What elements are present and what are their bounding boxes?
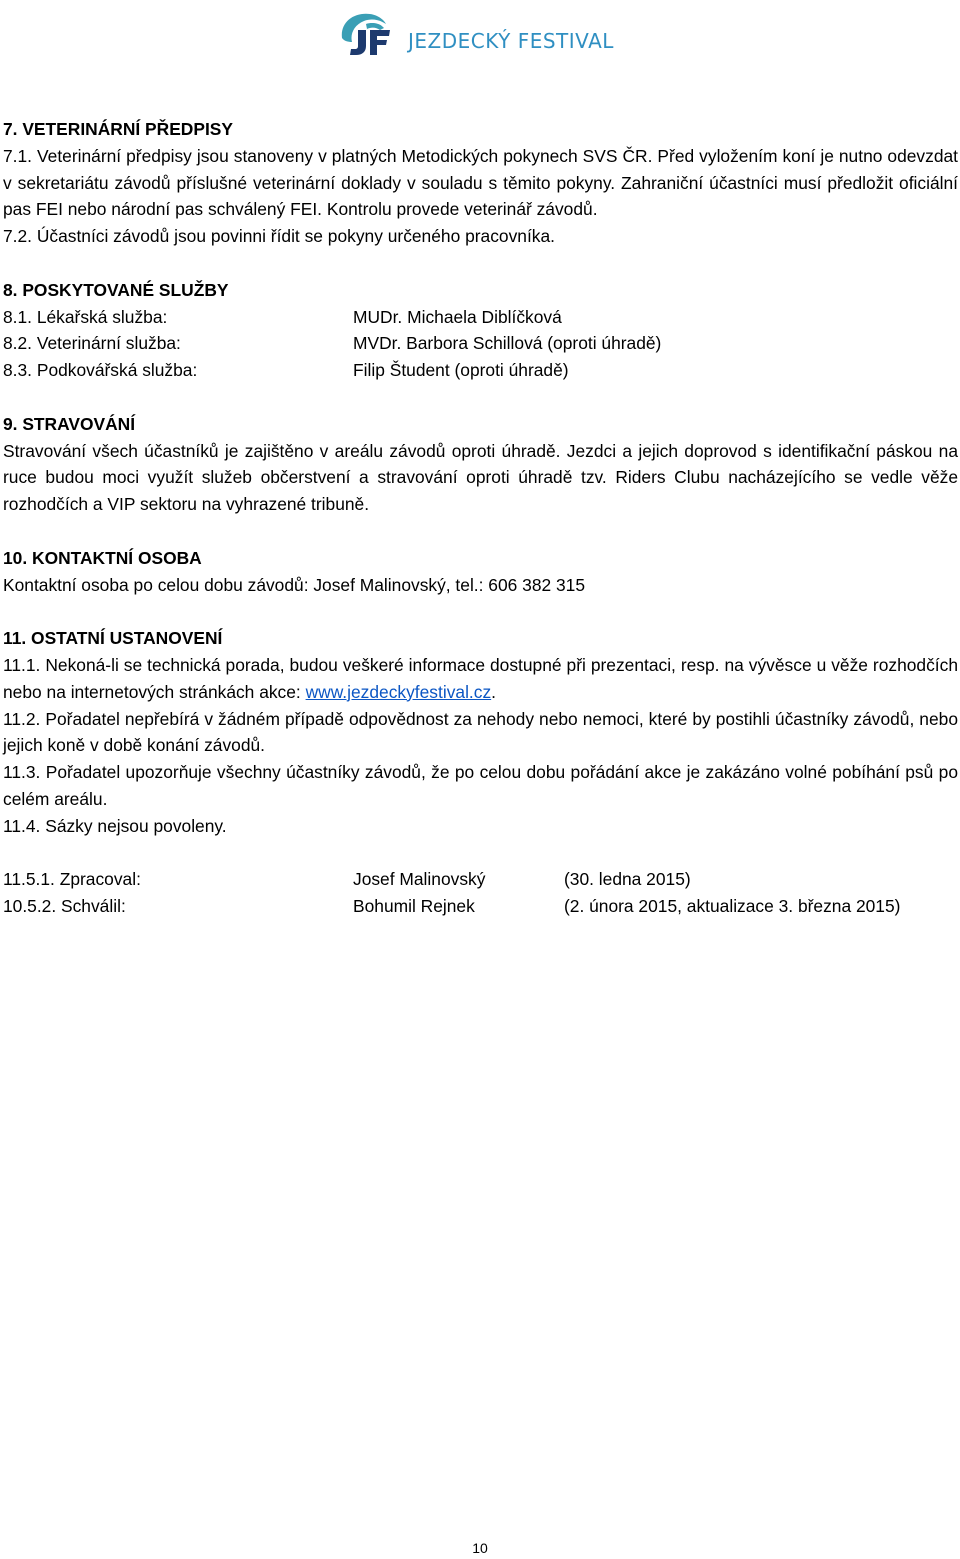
section-11-1-after: . — [491, 681, 496, 702]
section-9-title: 9. STRAVOVÁNÍ — [3, 413, 136, 434]
service-row — [3, 330, 958, 357]
signature-row — [3, 866, 958, 893]
section-11-title: 11. OSTATNÍ USTANOVENÍ — [3, 628, 223, 649]
logo-text: JEZDECKÝ FESTIVAL — [408, 29, 614, 53]
section-10-text: Kontaktní osoba po celou dobu závodů: Josef Malinovský, tel.: 606 382 315 — [3, 574, 586, 595]
page-number: 10 — [472, 1540, 488, 1556]
section-8-title: 8. POSKYTOVANÉ SLUŽBY — [3, 279, 229, 300]
section-7-2-text: 7.2. Účastníci závodů jsou povinni řídit se pokyny určeného pracovníka. — [3, 226, 555, 247]
signature-row — [3, 893, 958, 920]
service-value: MVDr. Barbora Schillová (oproti úhradě) — [353, 333, 662, 354]
service-label: 8.3. Podkovářská služba: — [3, 360, 198, 381]
signature-label: 11.5.1. Zpracoval: — [3, 869, 141, 890]
section-9-text: Stravování všech účastníků je zajištěno v areálu závodů oproti úhradě. Jezdci a jejich doprovod s identifikační páskou na ruce budou moci využít služeb občerstvení a stravování oproti úhradě tzv. Riders Clubu nacházejícího se vedle věže rozhodčích a VIP sektoru na vyhrazené tribuně. — [3, 440, 958, 515]
signature-date: (30. ledna 2015) — [564, 869, 691, 890]
section-10-title: 10. KONTAKTNÍ OSOBA — [3, 547, 202, 568]
section-7-title: 7. VETERINÁRNÍ PŘEDPISY — [3, 119, 233, 139]
section-11-1-before: 11.1. Nekoná-li se technická porada, budou veškeré informace dostupné při prezentaci, resp. na vývěsce u věže rozhodčích nebo na internetových stránkách akce: — [3, 654, 958, 702]
festival-website-link[interactable]: www.jezdeckyfestival.cz — [305, 681, 492, 702]
service-label: 8.1. Lékařská služba: — [3, 306, 168, 327]
section-7-1-text: 7.1. Veterinární předpisy jsou stanoveny v platných Metodických pokynech SVS ČR. Před vyložením koní je nutno odevzdat v sekretariátu závodů příslušné veterinární doklady v souladu s těmito pokyny. Zahraniční účastníci musí předložit oficiální pas FEI nebo národní pas schválený FEI. Kontrolu provede veterinář závodů. — [3, 145, 958, 220]
section-11-1-text — [3, 652, 958, 706]
signature-name: Bohumil Rejnek — [353, 896, 475, 917]
service-value: Filip Študent (oproti úhradě) — [353, 360, 569, 381]
service-row — [3, 357, 958, 384]
service-label: 8.2. Veterinární služba: — [3, 333, 181, 354]
festival-logo — [336, 8, 636, 56]
section-11-4-text: 11.4. Sázky nejsou povoleny. — [3, 815, 227, 836]
section-11-3-text: 11.3. Pořadatel upozorňuje všechny účastníky závodů, že po celou dobu pořádání akce je zakázáno volné pobíhání psů po celém areálu. — [3, 762, 958, 809]
service-value: MUDr. Michaela Diblíčková — [353, 306, 562, 327]
signature-date: (2. února 2015, aktualizace 3. března 2015) — [564, 896, 901, 917]
horse-logo-icon — [336, 8, 412, 56]
signature-name: Josef Malinovský — [353, 869, 486, 890]
service-row — [3, 304, 958, 331]
document-body — [3, 116, 958, 920]
signature-label: 10.5.2. Schválil: — [3, 896, 126, 917]
section-11-2-text: 11.2. Pořadatel nepřebírá v žádném případě odpovědnost za nehody nebo nemoci, které by postihli účastníky závodů, nebo jejich koně v době konání závodů. — [3, 708, 958, 756]
